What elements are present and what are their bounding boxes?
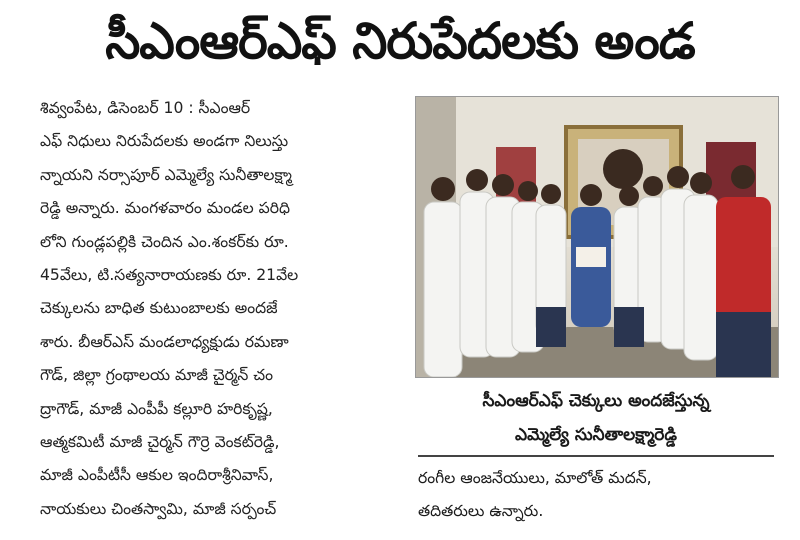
body-line: లోని గుండ్లపల్లికి చెందిన ఎం.శంకర్‌కు రూ. (40, 232, 289, 251)
body-line: ద్రాగౌడ్, మాజీ ఎంపీపీ కల్లూరి హరికృష్ణ, (40, 399, 273, 418)
body-line: ఎఫ్ నిధులు నిరుపేదలకు అండగా నిలుస్తు (40, 132, 289, 151)
body-line: తదితరులు ఉన్నారు. (418, 502, 544, 520)
body-line: రంగీల ఆంజనేయులు, మాలోత్ మదన్, (418, 469, 652, 487)
body-line: చెక్కులను బాధిత కుటుంబాలకు అందజే (40, 299, 278, 318)
body-line: రెడ్డి అన్నారు. మంగళవారం మండల పరిధి (40, 199, 290, 218)
group-photo-illustration (416, 97, 778, 377)
body-line: న్నాయని నర్సాపూర్ ఎమ్మెల్యే సునీతాలక్ష్మా (40, 165, 292, 184)
body-line: మాజీ ఎంపీటీసీ ఆకుల ఇందిరాశ్రీనివాస్, (40, 466, 274, 485)
caption-divider (418, 455, 774, 457)
body-line: 45వేలు, టి.సత్యనారాయణకు రూ. 21వేల (40, 266, 299, 285)
body-line: ఆత్మకమిటీ మాజీ చైర్మన్ గౌర్రె వెంకట్‌రెడ్డి, (40, 433, 280, 452)
body-line: గౌడ్, జిల్లా గ్రంథాలయ మాజీ చైర్మన్ చం (40, 366, 274, 385)
caption-line: ఎమ్మెల్యే సునీతాలక్ష్మారెడ్డి (515, 425, 677, 445)
caption-line: సీఎంఆర్ఎఫ్ చెక్కులు అందజేస్తున్న (482, 391, 710, 411)
headline: సీఎంఆర్ఎఫ్ నిరుపేదలకు అండ (105, 12, 695, 70)
article-continued (418, 462, 778, 528)
photo-caption (418, 384, 774, 452)
body-line: నాయకులు చింతస్వామి, మాజీ సర్పంచ్ (40, 499, 277, 518)
article-body (40, 92, 395, 526)
news-photo (415, 96, 779, 378)
body-line: శివ్వంపేట, డిసెంబర్ 10 : సీఎంఆర్ (40, 99, 251, 117)
body-line: శారు. బీఆర్ఎస్ మండలాధ్యక్షుడు రమణా (40, 332, 289, 351)
